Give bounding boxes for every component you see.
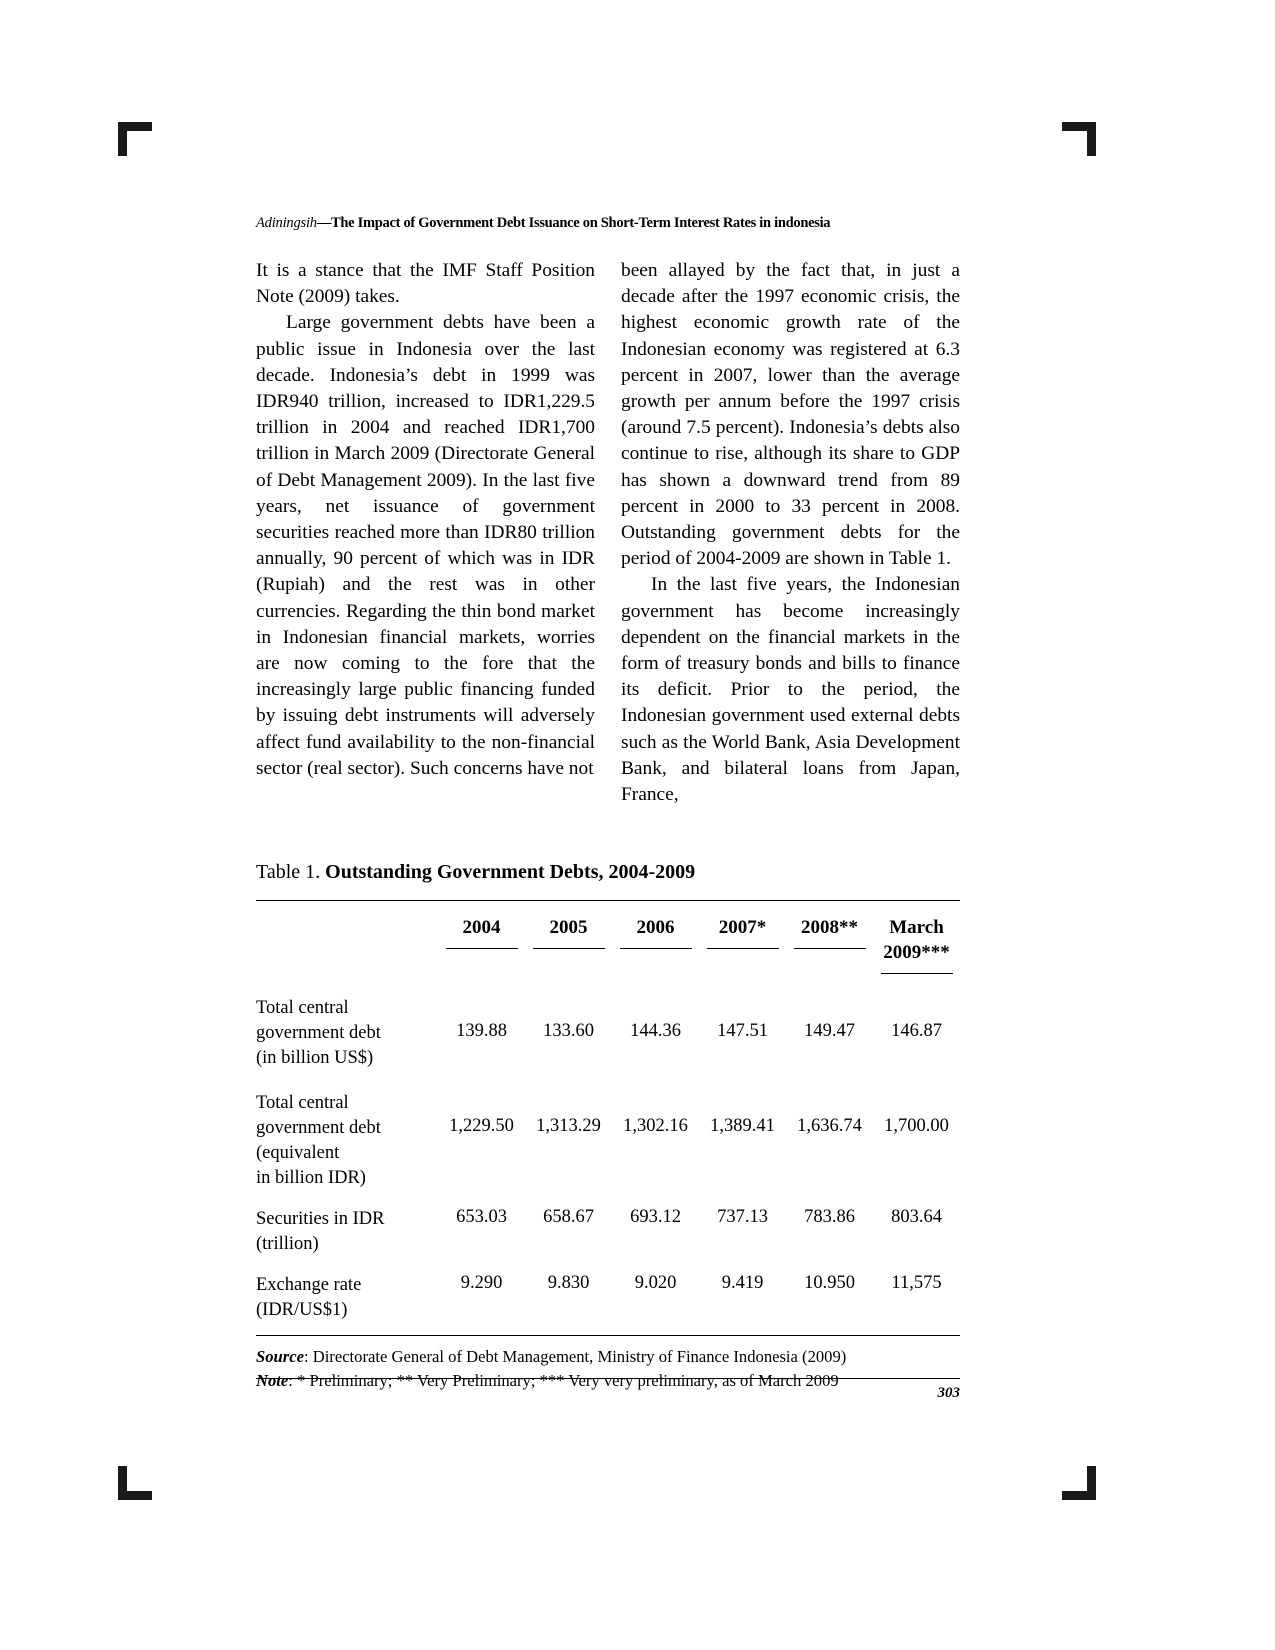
crop-mark-bottom-left — [118, 1466, 152, 1500]
cell-value: 9.020 — [634, 1273, 677, 1293]
header-line-1: 2006 — [636, 917, 675, 938]
table-header-corner — [256, 915, 438, 976]
header-underrule — [794, 948, 866, 949]
table-cell — [525, 1207, 612, 1257]
table-row — [256, 996, 960, 1071]
cell-value: 9.290 — [460, 1273, 503, 1293]
row-label — [256, 1273, 438, 1323]
cell-value: 1,302.16 — [623, 1116, 688, 1136]
cell-value: 658.67 — [543, 1207, 594, 1227]
table-source — [256, 1345, 960, 1369]
table-caption-title: Outstanding Government Debts, 2004-2009 — [325, 861, 696, 883]
cell-value: 1,636.74 — [797, 1116, 862, 1136]
table-cell — [873, 1091, 960, 1191]
cell-value: 133.60 — [543, 1021, 594, 1041]
table-column-header — [873, 915, 960, 976]
running-head-dash: — — [316, 215, 332, 231]
table-cell — [786, 1273, 873, 1323]
row-label-line: Total central — [256, 998, 349, 1018]
table-cell — [612, 1207, 699, 1257]
outstanding-government-debts-table — [256, 915, 960, 1323]
cell-value: 1,700.00 — [884, 1116, 949, 1136]
cell-value: 783.86 — [804, 1207, 855, 1227]
table-cell — [525, 1273, 612, 1323]
header-line-1: 2004 — [462, 917, 501, 938]
row-label-line: Securities in IDR — [256, 1209, 385, 1229]
cell-value: 11,575 — [891, 1273, 942, 1293]
table-spacer — [256, 1071, 960, 1091]
table-cell — [873, 996, 960, 1071]
table-cell — [612, 1091, 699, 1191]
note-text: : * Preliminary; ** Very Preliminary; *** Very very preliminary, as of March 2009 — [288, 1371, 839, 1390]
source-text: : Directorate General of Debt Management, Ministry of Finance Indonesia (2009) — [303, 1347, 847, 1366]
table-column-header — [438, 915, 525, 976]
page-number: 303 — [937, 1385, 960, 1401]
row-label-line: (in billion US$) — [256, 1048, 374, 1068]
left-column — [256, 258, 595, 808]
cell-value: 139.88 — [456, 1021, 507, 1041]
table-cell — [699, 1091, 786, 1191]
cell-value: 737.13 — [717, 1207, 768, 1227]
table-notes — [256, 1345, 960, 1393]
crop-mark-top-right — [1062, 122, 1096, 156]
header-line-1: 2007* — [718, 917, 767, 938]
table-top-rule — [256, 900, 960, 901]
header-line-2: 2009*** — [883, 942, 950, 963]
source-label: Source — [256, 1347, 304, 1366]
row-label-line: (equivalent — [256, 1143, 340, 1163]
table-cell — [699, 1207, 786, 1257]
header-underrule — [881, 973, 953, 974]
paragraph: It is a stance that the IMF Staff Position Note (2009) takes. — [256, 260, 595, 308]
table-cell — [612, 1273, 699, 1323]
table-caption — [256, 860, 960, 884]
paragraph: In the last five years, the Indonesian government has become increasingly dependent on the financial markets in the form of treasury bonds and bills to finance its deficit. Prior to the period, the Indonesian government used external debts such as the World Bank, Asia Development Bank, and bilateral loans from Japan, France, — [621, 574, 960, 806]
table-cell — [612, 996, 699, 1071]
table-cell — [873, 1207, 960, 1257]
paragraph: Large government debts have been a public issue in Indonesia over the last decade. Indonesia’s debt in 1999 was IDR940 trillion, increased to IDR1,229.5 trillion in 2004 and reached IDR1,700 trillion in March 2009 (Directorate General of Debt Management 2009). In the last five years, net issuance of government securities reached more than IDR80 trillion annually, 90 percent of which was in IDR (Rupiah) and the rest was in other currencies. Regarding the thin bond market in Indonesian financial markets, worries are now coming to the fore that the increasingly large public financing funded by issuing debt instruments will adversely affect fund availability to the non-financial sector (real sector). Such concerns have not — [256, 312, 595, 779]
table-row — [256, 1091, 960, 1191]
header-line-1: 2008** — [801, 917, 858, 938]
cell-value: 693.12 — [630, 1207, 681, 1227]
row-label-line: government debt — [256, 1118, 381, 1138]
header-line-1: 2005 — [549, 917, 588, 938]
row-label-line: (trillion) — [256, 1234, 319, 1254]
cell-value: 9.830 — [547, 1273, 590, 1293]
row-label — [256, 1091, 438, 1191]
table-header-row — [256, 915, 960, 976]
body-columns — [256, 258, 960, 808]
header-line-1: March — [889, 917, 944, 938]
table-cell — [699, 1273, 786, 1323]
cell-value: 1,313.29 — [536, 1116, 601, 1136]
right-column — [621, 258, 960, 808]
row-label-line: Exchange rate — [256, 1275, 362, 1295]
row-label — [256, 996, 438, 1071]
row-label — [256, 1207, 438, 1257]
table-head — [256, 915, 960, 976]
table-cell — [873, 1273, 960, 1323]
table-column-header — [786, 915, 873, 976]
row-label-line: (IDR/US$1) — [256, 1300, 348, 1320]
table-cell — [786, 1091, 873, 1191]
table-column-header — [525, 915, 612, 976]
table-block — [256, 860, 960, 1393]
table-spacer — [256, 1191, 960, 1207]
row-label-line: in billion IDR) — [256, 1168, 366, 1188]
table-cell — [438, 1091, 525, 1191]
running-head-title: The Impact of Government Debt Issuance on Short-Term Interest Rates in indonesia — [331, 215, 831, 231]
row-label-line: government debt — [256, 1023, 381, 1043]
crop-mark-top-left — [118, 122, 152, 156]
row-label-line: Total central — [256, 1093, 349, 1113]
table-caption-label: Table 1. — [256, 861, 321, 883]
table-column-header — [699, 915, 786, 976]
table-row — [256, 1273, 960, 1323]
cell-value: 653.03 — [456, 1207, 507, 1227]
cell-value: 1,389.41 — [710, 1116, 775, 1136]
note-label: Note — [256, 1371, 289, 1390]
cell-value: 149.47 — [804, 1021, 855, 1041]
header-underrule — [533, 948, 605, 949]
table-spacer — [256, 1257, 960, 1273]
header-underrule — [707, 948, 779, 949]
footer-rule — [256, 1378, 960, 1379]
header-underrule — [446, 948, 518, 949]
table-cell — [699, 996, 786, 1071]
table-row — [256, 1207, 960, 1257]
cell-value: 10.950 — [804, 1273, 855, 1293]
paragraph: been allayed by the fact that, in just a decade after the 1997 economic crisis, the highest economic growth rate of the Indonesian economy was registered at 6.3 percent in 2007, lower than the average growth per annum before the 1997 crisis (around 7.5 percent). Indonesia’s debts also continue to rise, although its share to GDP has shown a downward trend from 89 percent in 2000 to 33 percent in 2008. Outstanding government debts for the period of 2004-2009 are shown in Table 1. — [621, 260, 960, 570]
table-note — [256, 1369, 960, 1393]
table-bottom-rule — [256, 1335, 960, 1336]
table-cell — [438, 1273, 525, 1323]
header-underrule — [620, 948, 692, 949]
cell-value: 144.36 — [630, 1021, 681, 1041]
table-cell — [525, 1091, 612, 1191]
table-cell — [525, 996, 612, 1071]
table-column-header — [612, 915, 699, 976]
table-cell — [438, 1207, 525, 1257]
table-cell — [786, 1207, 873, 1257]
cell-value: 1,229.50 — [449, 1116, 514, 1136]
cell-value: 803.64 — [891, 1207, 942, 1227]
table-cell — [786, 996, 873, 1071]
cell-value: 147.51 — [717, 1021, 768, 1041]
running-head-author: Adiningsih — [256, 215, 317, 231]
table-body — [256, 976, 960, 1323]
table-cell — [438, 996, 525, 1071]
running-head — [256, 215, 976, 232]
table-spacer — [256, 976, 960, 996]
cell-value: 146.87 — [891, 1021, 942, 1041]
crop-mark-bottom-right — [1062, 1466, 1096, 1500]
cell-value: 9.419 — [721, 1273, 764, 1293]
